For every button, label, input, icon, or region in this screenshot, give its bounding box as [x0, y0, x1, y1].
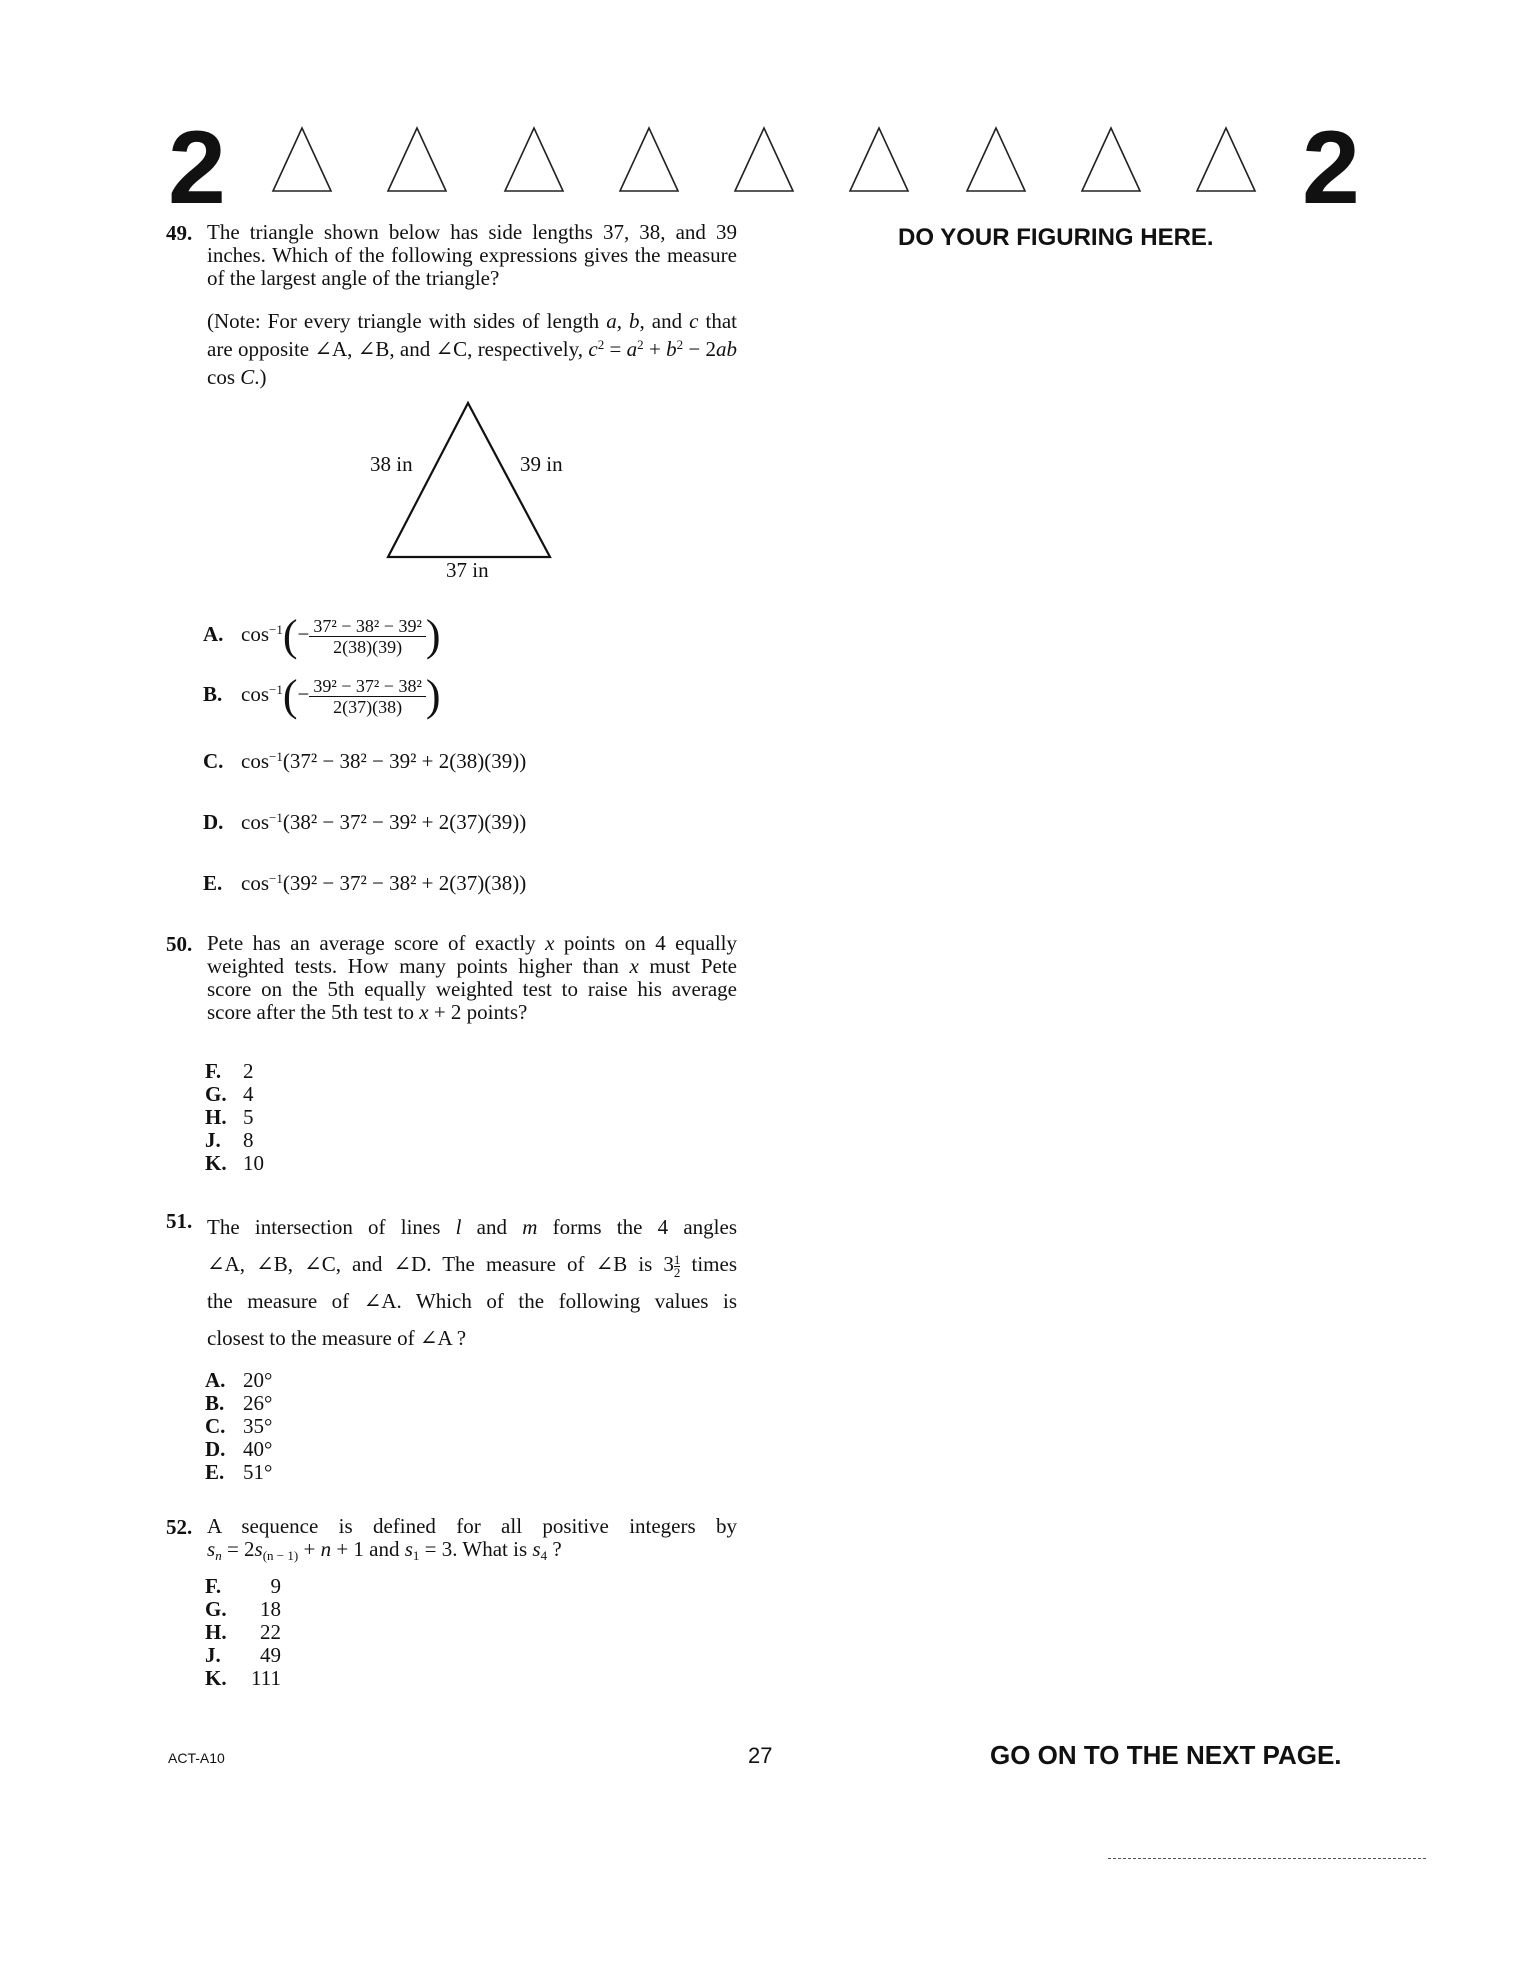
- q49-note: (Note: For every triangle with sides of length a, b, and c that are opposite ∠A, ∠B, and ∠C, respectively, $c^2 = a^2 + b^2 - 2ab$ cos C.): [207, 309, 738, 389]
- q52-choice-k: K. 111: [205, 1666, 281, 1690]
- section-number-right: 2: [1302, 110, 1360, 226]
- triangle-icon: [505, 128, 563, 191]
- q52-choice-h: H. 22: [205, 1620, 281, 1644]
- q50-choices: [205, 1060, 264, 1175]
- q50-choice-j: J. 8: [205, 1128, 254, 1152]
- header-triangles: [0, 120, 1530, 200]
- q50-choice-g: G. 4: [205, 1082, 254, 1106]
- q52-choice-f: F. 9: [205, 1574, 281, 1598]
- q52-choice-j: J. 49: [205, 1643, 281, 1667]
- q49-choice-d: D. $\cos^{-1}(38^2 - 37^2 - 39^2 + 2(37)(39))$: [203, 810, 527, 834]
- q52-choice-g: G. 18: [205, 1597, 281, 1621]
- next-page-label: GO ON TO THE NEXT PAGE.: [990, 1740, 1342, 1770]
- triangle-icon: [735, 128, 793, 191]
- triangle-icon: [1197, 128, 1255, 191]
- side-label-bottom: 37 in: [446, 558, 489, 582]
- figuring-label: DO YOUR FIGURING HERE.: [898, 224, 1214, 251]
- q51-choice-e: E. 51°: [205, 1460, 273, 1484]
- q52-number: 52.: [166, 1515, 193, 1539]
- q51-choice-d: D. 40°: [205, 1437, 273, 1461]
- side-label-left: 38 in: [370, 452, 413, 476]
- form-code: ACT-A10: [168, 1750, 225, 1766]
- q51-stem: The intersection of lines l and m forms the 4 angles ∠A, ∠B, ∠C, and ∠D. The measure of ∠B is 3 $\frac{1}{2}$ times the measure of ∠A. Which of the following values is closest to the measure of ∠A ?: [207, 1215, 738, 1350]
- triangle-icon: [850, 128, 908, 191]
- q49-stem: The triangle shown below has side lengths 37, 38, and 39 inches. Which of the following expressions gives the measure of the largest angle of the triangle?: [207, 220, 737, 290]
- q51-number: 51.: [166, 1209, 193, 1233]
- q49-choice-c: C. $\cos^{-1}(37^2 - 38^2 - 39^2 + 2(38)(39))$: [203, 749, 527, 773]
- q49-choice-a: A. $\cos^{-1}(-$ $\frac{\text{37² − 38² − 39²}}{2(38)(39)}$ ): [203, 611, 441, 660]
- q50-choice-h: H. 5: [205, 1105, 254, 1129]
- q51-choice-a: A. 20°: [205, 1368, 273, 1392]
- triangle-icon: [620, 128, 678, 191]
- q50-choice-f: F. 2: [205, 1059, 254, 1083]
- side-label-right: 39 in: [520, 452, 563, 476]
- triangle-icon: [388, 128, 446, 191]
- q49-choice-e: E. $\cos^{-1}(39^2 - 37^2 - 38^2 + 2(37)(38))$: [203, 871, 527, 895]
- q49-number: 49.: [166, 221, 193, 245]
- triangle-icon: [273, 128, 331, 191]
- section-number-left: 2: [168, 110, 226, 226]
- q50-choice-k: K. 10: [205, 1151, 264, 1175]
- q52-stem: A sequence is defined for all positive integers by $s_n = 2s_{(n - 1)} + n + 1$ and $s_1 = 3$. What is $s_4$ ?: [207, 1514, 737, 1563]
- q49-choice-b: B. $\cos^{-1}(-$ $\frac{\text{39² − 37² − 38²}}{2(37)(38)}$ ): [203, 671, 441, 720]
- triangle-figure: [380, 395, 560, 565]
- q51-choices: [205, 1369, 272, 1484]
- q51-choice-c: C. 35°: [205, 1414, 273, 1438]
- scan-divider: [1108, 1858, 1426, 1859]
- triangle-icon: [967, 128, 1025, 191]
- q50-stem: Pete has an average score of exactly x points on 4 equally weighted tests. How many points higher than x must Pete score on the 5th equally weighted test to raise his average score after the 5th test to x + 2 points?: [207, 931, 737, 1024]
- q52-choices: [205, 1575, 281, 1690]
- q51-choice-b: B. 26°: [205, 1391, 273, 1415]
- q50-number: 50.: [166, 932, 193, 956]
- page-number: 27: [748, 1743, 773, 1768]
- triangle-icon: [1082, 128, 1140, 191]
